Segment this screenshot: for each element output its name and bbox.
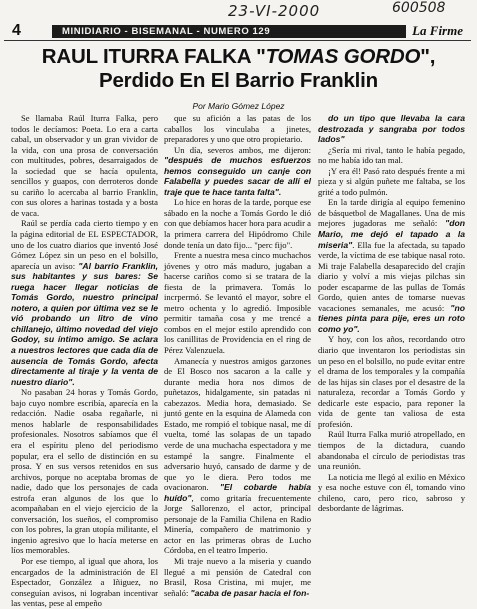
paragraph-text: No pasaban 24 horas y Tomás Gordo, bajo cuyo nombre escribía, aparecía en la redacción. Nadie osaba regañarle, ni menos hablarle de responsabilidades profesionales. Nosotros sabíamos que él era el espíritu pleno del periodismo popular, era el sello de distinción en su prosa. Y en sus versos retenidos en sus archivos, porque no aceptaba bromas de nadie, dado que los personajes de cada estrofa eran algunos de los que lo acompañaban en el viejo ejercicio de la conversación, los sueños, el compromiso con los pobres, la gran utopía militante, el ingenio agresivo que lo hacía meterse en líos memorables. — [11, 387, 158, 556]
article-paragraph — [164, 113, 311, 145]
paragraph-text: Raúl Iturra Falka murió atropellado, en tiempos de la dictadura, cuando abandonaba el círculo de periodistas tras una reunión. — [318, 429, 465, 472]
paragraph-text: En la tarde dirigía al equipo femenino de básquetbol de Magallanes. Una de mis mejores jugadoras me señaló: — [318, 197, 465, 229]
article-paragraph — [318, 145, 465, 166]
article-column-3 — [318, 113, 465, 598]
emphasized-quote: "don Mario, me dejó el tapado a la miseria" — [318, 218, 465, 250]
handwritten-archive-code: 600508 — [392, 0, 446, 16]
article-paragraph — [11, 218, 158, 387]
headline — [0, 45, 477, 93]
paragraph-text: Frente a nuestra mesa cinco muchachos jóvenes y otro más maduro, jugaban a hacerse cariños como si se tratara de la fiesta de la primavera. Tomás lo incrpermó. Se levantó el mayor, sobre el metro ochenta y lo agredió. Imposible permitir tamaña cosa y me trencé a combos en el mejor estilo aprendido con los canillitas de Providencia en el ring de Pérez Valenzuela. — [164, 250, 311, 356]
masthead-bar — [52, 25, 406, 38]
article-column-2 — [164, 113, 311, 598]
article-paragraph — [318, 429, 465, 471]
section-label: MINIDIARIO - BISEMANAL - NUMERO 129 — [62, 25, 271, 37]
emphasized-quote: "El cobarde había huído" — [164, 482, 311, 503]
article-paragraph — [164, 356, 311, 556]
article-column-1 — [11, 113, 158, 609]
emphasized-quote: "acaba de pasar hacia el fon- — [190, 587, 310, 598]
headline-part-1: RAUL ITURRA FALKA " — [41, 45, 266, 68]
paragraph-text: ¡Y era él! Pasó rato después frente a mi pieza y si algún puñete me faltaba, se los grité a todo pulmón. — [318, 165, 465, 197]
article-paragraph — [318, 113, 465, 145]
article-paragraph — [11, 113, 158, 218]
headline-italic: TOMAS GORDO — [265, 45, 421, 68]
paragraph-text: Por ese tiempo, al igual que ahora, los encargados de la administración de El Espectador, González a Iñiguez, no conseguían avisos, ni lograban incentivar las ventas, pese al empeño — [11, 555, 158, 609]
paragraph-text: . Ella fue la afectada, su tapado verde, la víctima de ese tabique nasal roto. Mi traje Falabella desaparecido del crajín diario y volví a mis viejas pilchas sin poder escaparme de las pullas de Tomás Gordo, quien antes de tomarse nuevas vacaciones semanales, me acusó: — [318, 239, 465, 313]
article-paragraph — [318, 472, 465, 514]
headline-part-2: ", — [420, 45, 436, 68]
byline: Por Mario Gómez López — [192, 101, 285, 111]
headline-line-2: Perdido En El Barrio Franklin — [99, 69, 378, 92]
paragraph-text: Amanecía y nuestros amigos garzones de El Bosco nos sacaron a la calle y durante media hora nos dimos de puñetazos, hidalgamente, sin patadas ni cabezazos. Media hora, demasiado. Se juntó gente en la esquina de Alameda con Estado, me rompió el tobique nasal, me dí vuelta, tomé las solapas de un tapado verde de una muchacha espectadora y me estampé la sangre. Finalmente el adversario huyó, cansado de darme y de que yo le diera. Pero todos me ovacionaron. — [164, 355, 311, 493]
article-paragraph — [164, 145, 311, 198]
paragraph-text: Se llamaba Raúl Iturra Falka, pero todos le decíamos: Poeta. Lo era a carta cabal, un observador y un gran vividor de la vida, con una prosa de conversación con multitudes, pobres, desarraigados de la sociedad que se hacía opulenta, sencillos y guapos, con derroteros donde su cariño lo acercaba al barrio Franklin, con sus olores a harinas tostada y a bosta de vaca. — [11, 113, 158, 218]
article-paragraph — [318, 197, 465, 334]
paragraph-text: La noticia me llegó al exilio en México y esa noche estuve con él, tomando vino chileno, caro, pero rico, sabroso y desbordante de lágrimas. — [318, 471, 465, 514]
article-paragraph — [164, 556, 311, 598]
paragraph-text: Lo hice en horas de la tarde, porque ese sábado en la noche a Tomás Gordo le dió con que debíamos hacer hora para acudir a la primera carrera del Hipódromo Chile donde tenía un dato fijo... "perc fijo". — [164, 197, 311, 250]
paragraph-text: , como gritaría frecuentemente Jorge Sallorenzo, el actor, principal personaje de la Familia Chilena en Radio Minería, compañero de matrimonio y actor en las primeras obras de Lucho Córdoba, en el teatro Imperio. — [164, 492, 311, 556]
article-paragraph — [11, 387, 158, 556]
emphasized-quote: do un tipo que llevaba la cara destrozada y sangraba por todos lados" — [318, 113, 465, 145]
paragraph-text: Raúl se perdía cada cierto tiempo y en la página editorial de EL ESPECTADOR, uno de los cuatro diarios que inventó José Gómez López sin un peso en el bolsillo, aparecía un aviso: — [11, 218, 158, 271]
emphasized-quote: "después de muchos esfuerzos hemos conseguido un canje con Falabella y puedes sacar de allí el traje que te hace tanta falta". — [164, 155, 311, 197]
paragraph-text: que su afición a las patas de los caballos los vinculaba a jinetes, preparadores y uno que otro propietario. — [164, 113, 311, 145]
paragraph-text: ¿Sería mi rival, tanto le había pegado, no me había ido tan mal. — [318, 144, 465, 166]
paragraph-text: Mi traje nuevo a la miseria y cuando llegué a mi pensión de Catedral con Brasil, Rosa Cristina, mi mujer, me señaló: — [164, 555, 311, 598]
page-number: 4 — [12, 22, 21, 39]
emphasized-quote: "no tienes pinta para pije, eres un roto como yo". — [318, 302, 465, 334]
newspaper-logo: La Firme — [412, 23, 463, 38]
headline-line-1 — [0, 45, 477, 69]
article-paragraph — [318, 166, 465, 198]
article-paragraph — [164, 197, 311, 250]
masthead — [4, 22, 471, 41]
paragraph-text: Un día, severos ambos, me dijeron: — [174, 144, 311, 155]
article-paragraph — [164, 250, 311, 355]
handwritten-date: 23-VI-2000 — [228, 2, 321, 20]
paragraph-text: Y hoy, con los años, recordando otro diario que inventaron los periodistas sin un peso en el bolsillo, no pude evitar entre el drama de los temporales y la compañía de las hijas sin clases por el desastre de la naturaleza, recordar a Tomás Gordo y dedicarle este espacio, para reponer la vida de gente tan valiosa de esta profesión. — [318, 334, 465, 429]
emphasized-quote: "Al barrio Franklin, sus habitantes y sus bares: Se ruega hacer llegar noticias de Tomás Gordo, nuestro principal notero, a quien por última vez se le vió probando un litro de vino chillanejo, último novedad del viejo Godoy, su íntimo amigo. Se aclara a nuestros lectores que cada día de ausencia de Tomás Gordo, afecta directamente al tiraje y la venta de nuestro diario". — [11, 260, 158, 387]
article-paragraph — [318, 334, 465, 429]
article-paragraph — [11, 556, 158, 609]
